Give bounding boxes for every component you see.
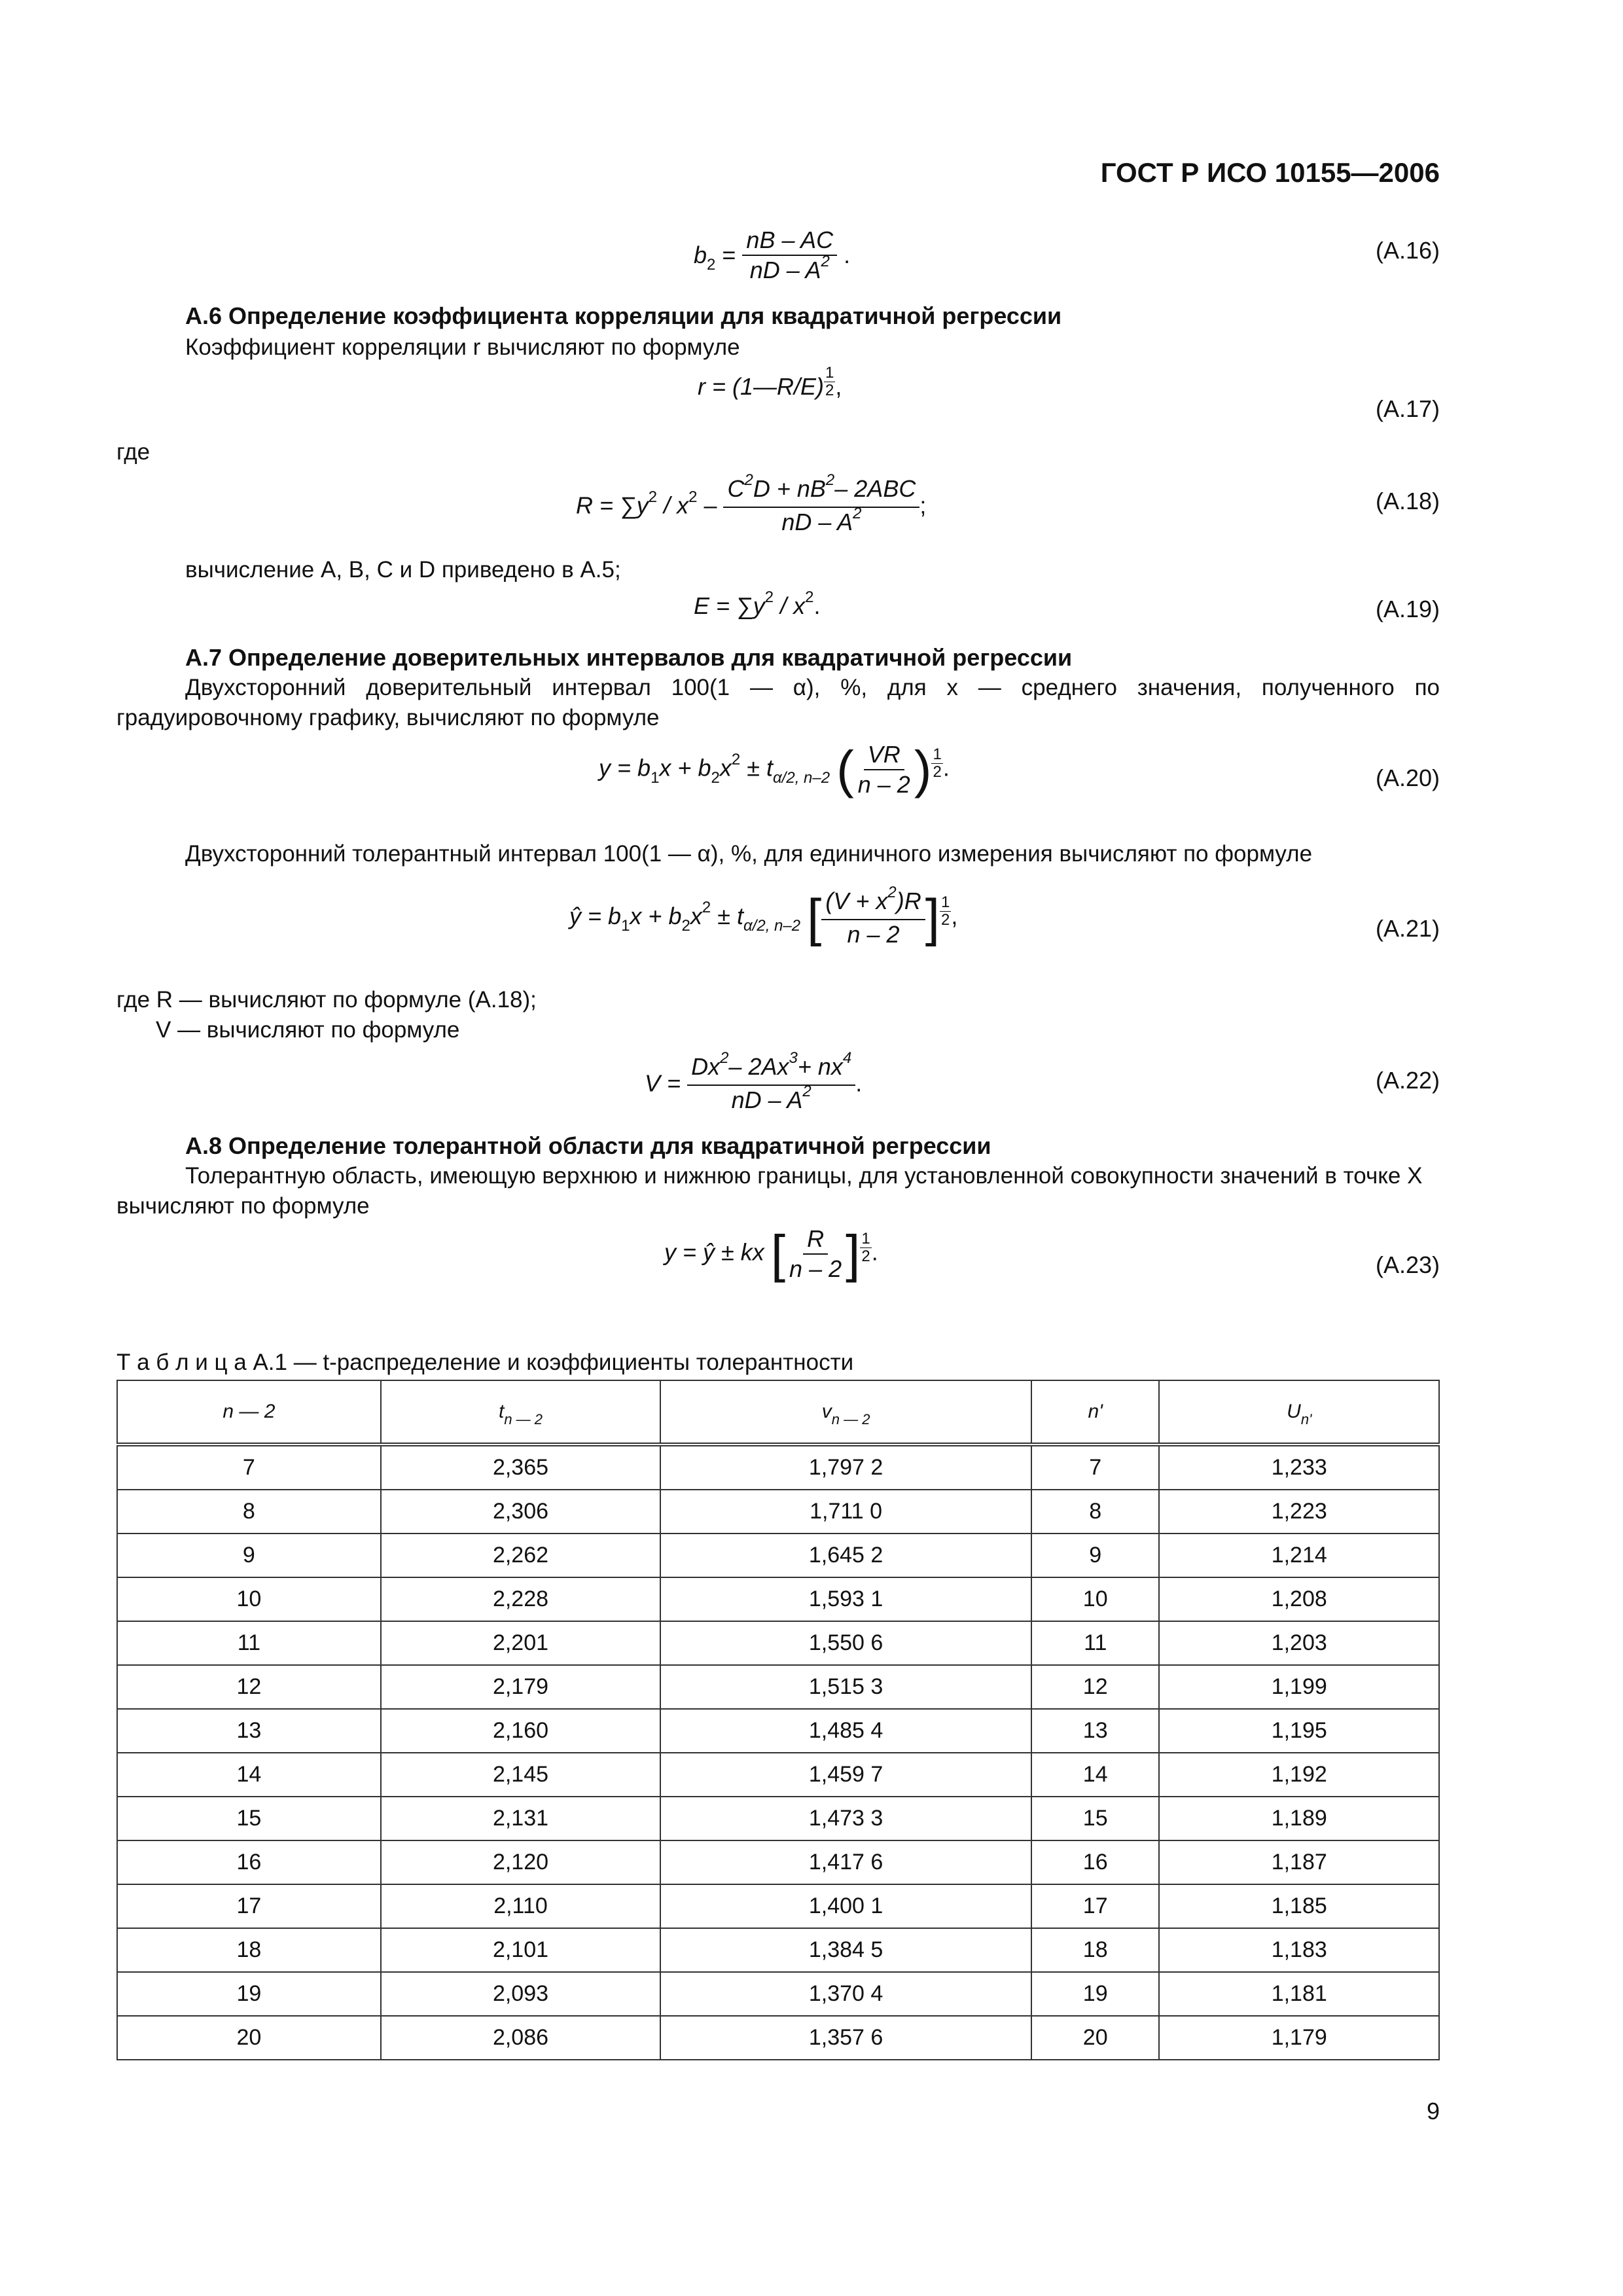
table-cell: 1,485 4	[660, 1709, 1031, 1753]
table-row	[117, 1490, 1439, 1534]
paragraph: Двухсторонний толерантный интервал 100(1 — α), %, для единичного измерения вычисляют по формуле	[185, 841, 1313, 867]
table-cell: 17	[117, 1884, 381, 1928]
data-table	[116, 1380, 1440, 2060]
table-cell: 7	[1031, 1444, 1160, 1490]
table-row	[117, 1928, 1439, 1972]
formula-number: (A.17)	[1375, 395, 1440, 422]
table-cell: 14	[1031, 1753, 1160, 1797]
table-row	[117, 1797, 1439, 1840]
table-cell: 2,365	[381, 1444, 661, 1490]
formula-number: (A.18)	[1375, 488, 1440, 514]
table-cell: 1,223	[1159, 1490, 1439, 1534]
table-cell: 1,187	[1159, 1840, 1439, 1884]
table-cell: 1,192	[1159, 1753, 1439, 1797]
document-header: ГОСТ Р ИСО 10155—2006	[1100, 157, 1440, 188]
section-title-a8: A.8 Определение толерантной области для квадратичной регрессии	[185, 1132, 991, 1159]
where-label: V — вычисляют по формуле	[156, 1017, 460, 1043]
table-cell: 1,384 5	[660, 1928, 1031, 1972]
formula-number: (A.23)	[1375, 1251, 1440, 1278]
table-cell: 1,189	[1159, 1797, 1439, 1840]
table-cell: 11	[1031, 1621, 1160, 1665]
table-cell: 9	[1031, 1534, 1160, 1577]
table-cell: 7	[117, 1444, 381, 1490]
table-cell: 1,214	[1159, 1534, 1439, 1577]
table-cell: 1,417 6	[660, 1840, 1031, 1884]
section-title-a7: A.7 Определение доверительных интервалов для квадратичной регрессии	[185, 644, 1073, 671]
table-cell: 13	[1031, 1709, 1160, 1753]
table-cell: 1,181	[1159, 1972, 1439, 2016]
where-label: где R — вычисляют по формуле (A.18);	[116, 987, 537, 1013]
table-cell: 15	[117, 1797, 381, 1840]
formula-number: (A.19)	[1375, 596, 1440, 622]
table-header-cell: $v_{n — 2}$	[660, 1380, 1031, 1444]
table-cell: 13	[117, 1709, 381, 1753]
table-row	[117, 1665, 1439, 1709]
table-cell: 1,593 1	[660, 1577, 1031, 1621]
table-cell: 1,357 6	[660, 2016, 1031, 2060]
where-label: где	[116, 439, 151, 465]
table-cell: 18	[117, 1928, 381, 1972]
table-header-cell: n'	[1031, 1380, 1160, 1444]
table-cell: 16	[117, 1840, 381, 1884]
table-cell: 1,179	[1159, 2016, 1439, 2060]
page-number: 9	[1426, 2098, 1440, 2125]
table-cell: 10	[1031, 1577, 1160, 1621]
table-cell: 2,228	[381, 1577, 661, 1621]
table-row	[117, 1972, 1439, 2016]
table-cell: 1,711 0	[660, 1490, 1031, 1534]
table-header-cell: $t_{n — 2}$	[381, 1380, 661, 1444]
table-cell: 2,262	[381, 1534, 661, 1577]
formula-number: (A.16)	[1375, 237, 1440, 264]
table-cell: 2,101	[381, 1928, 661, 1972]
table-header-cell: $U_{n'}$	[1159, 1380, 1439, 1444]
table-cell: 1,797 2	[660, 1444, 1031, 1490]
table-cell: 11	[117, 1621, 381, 1665]
table-cell: 2,179	[381, 1665, 661, 1709]
formula-number: (A.21)	[1375, 915, 1440, 942]
formula-a17: r = (1—R/E) $\frac{1}{2}$ ,	[698, 364, 842, 400]
table-row	[117, 1577, 1439, 1621]
table-row	[117, 1621, 1439, 1665]
table-cell: 1,208	[1159, 1577, 1439, 1621]
formula-a22: V = $\frac{Dx^2- 2Ax^3+ nx^4}{nD - A^2}$ .	[645, 1049, 863, 1113]
table-cell: 12	[1031, 1665, 1160, 1709]
formula-a21: ŷ = $b_1x + b_2x^2 \pm t_{\alpha/2, n-2}$ [ $\frac{(V + x^2)R}{n - 2}$ ] $\frac{1}{2}$ ,	[569, 884, 958, 948]
table-cell: 1,233	[1159, 1444, 1439, 1490]
table-cell: 8	[1031, 1490, 1160, 1534]
table-cell: 1,199	[1159, 1665, 1439, 1709]
table-cell: 19	[117, 1972, 381, 2016]
table-cell: 14	[117, 1753, 381, 1797]
table-row	[117, 1709, 1439, 1753]
table-cell: 2,306	[381, 1490, 661, 1534]
formula-a23: y = ŷ ± kx [ $\frac{R}{n - 2}$ ] $\frac{1}{2}$ .	[664, 1225, 878, 1283]
table-row	[117, 1753, 1439, 1797]
formula-a18: $R = \sum y^2 / x^2$ – $\frac{C^2D + nB^2- 2ABC}{nD - A^2}$ ;	[576, 471, 927, 535]
table-cell: 2,093	[381, 1972, 661, 2016]
paragraph: Толерантную область, имеющую верхнюю и нижнюю границы, для установленной совокупности значений в точке X вычисляют по формуле	[116, 1163, 1423, 1219]
table-cell: 1,645 2	[660, 1534, 1031, 1577]
table-header-cell: n — 2	[117, 1380, 381, 1444]
table-row	[117, 1840, 1439, 1884]
table-cell: 1,550 6	[660, 1621, 1031, 1665]
table-cell: 15	[1031, 1797, 1160, 1840]
section-title-a6: A.6 Определение коэффициента корреляции для квадратичной регрессии	[185, 302, 1062, 329]
table-cell: 2,145	[381, 1753, 661, 1797]
table-row	[117, 1534, 1439, 1577]
table-cell: 1,195	[1159, 1709, 1439, 1753]
table-caption: Т а б л и ц а A.1 — t-распределение и коэффициенты толерантности	[116, 1350, 854, 1375]
table-cell: 8	[117, 1490, 381, 1534]
formula-a19: $E = \sum y^2 / x^2$.	[694, 588, 821, 619]
table-cell: 20	[1031, 2016, 1160, 2060]
paragraph: Двухсторонний доверительный интервал 100(1 — α), %, для x — среднего значения, полученного по градуировочному графику, вычисляют по формуле	[116, 675, 1440, 730]
table-cell: 2,086	[381, 2016, 661, 2060]
table-row	[117, 1884, 1439, 1928]
table-cell: 10	[117, 1577, 381, 1621]
table-cell: 9	[117, 1534, 381, 1577]
table-cell: 1,515 3	[660, 1665, 1031, 1709]
formula-a20: $y = b_1x + b_2x^2 \pm t_{\alpha/2, n-2}$ ( $\frac{VR}{n - 2}$ ) $\frac{1}{2}$ .	[599, 740, 950, 798]
formula-number: (A.20)	[1375, 764, 1440, 791]
table-cell: 2,201	[381, 1621, 661, 1665]
table-cell: 1,370 4	[660, 1972, 1031, 2016]
table-cell: 2,160	[381, 1709, 661, 1753]
table-cell: 1,185	[1159, 1884, 1439, 1928]
table-cell: 2,110	[381, 1884, 661, 1928]
table-cell: 2,131	[381, 1797, 661, 1840]
table-row	[117, 2016, 1439, 2060]
formula-number: (A.22)	[1375, 1067, 1440, 1094]
table-cell: 1,400 1	[660, 1884, 1031, 1928]
table-cell: 19	[1031, 1972, 1160, 2016]
table-row	[117, 1444, 1439, 1490]
table-header-row	[117, 1380, 1439, 1444]
table-cell: 17	[1031, 1884, 1160, 1928]
paragraph: вычисление A, B, C и D приведено в A.5;	[185, 557, 621, 583]
table-cell: 18	[1031, 1928, 1160, 1972]
table-cell: 1,473 3	[660, 1797, 1031, 1840]
table-cell: 1,203	[1159, 1621, 1439, 1665]
table-cell: 16	[1031, 1840, 1160, 1884]
table-cell: 20	[117, 2016, 381, 2060]
table-cell: 2,120	[381, 1840, 661, 1884]
table-cell: 12	[117, 1665, 381, 1709]
formula-a16: $b_2$ = $\frac{nB - AC}{nD - A^2}$ .	[694, 226, 851, 283]
table-cell: 1,459 7	[660, 1753, 1031, 1797]
paragraph: Коэффициент корреляции r вычисляют по формуле	[185, 334, 740, 360]
table-cell: 1,183	[1159, 1928, 1439, 1972]
